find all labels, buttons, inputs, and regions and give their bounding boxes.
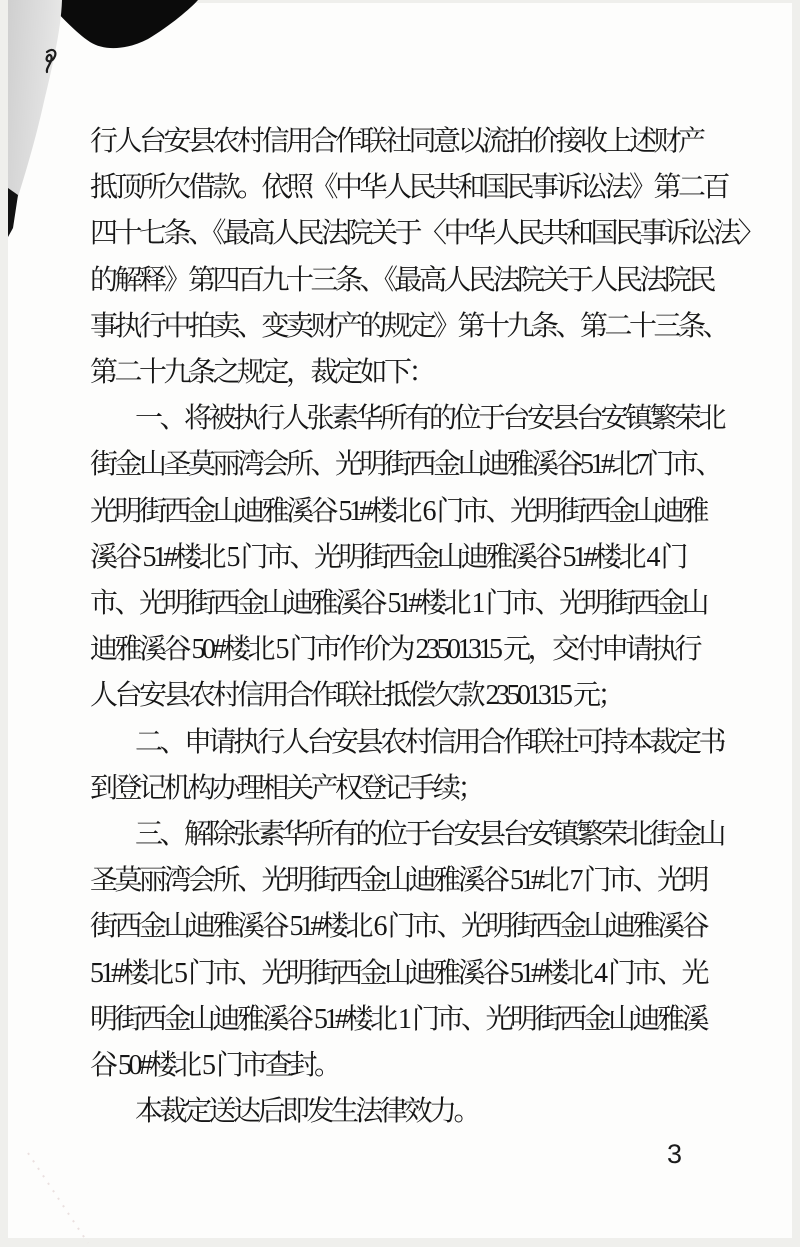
- document-line: 第二十九条之规定，裁定如下：: [90, 357, 434, 389]
- document-line: 圣莫丽湾会所、光明街西金山迪雅溪谷 51#北 7 门市、光明: [90, 865, 707, 897]
- document-line: 二、申请执行人台安县农村信用合作联社可持本裁定书: [135, 726, 724, 758]
- document-line: 街西金山迪雅溪谷 51#楼北 6 门市、光明街西金山迪雅溪谷: [90, 911, 707, 943]
- document-line: 行人台安县农村信用合作联社同意以流拍价接收上述财产: [90, 126, 703, 157]
- page-number: 3: [667, 1139, 683, 1169]
- document-line: 明街西金山迪雅溪谷 51#楼北 1 门市、光明街西金山迪雅溪: [90, 1003, 707, 1035]
- document-line: 抵顶所欠借款。依照《中华人民共和国民事诉讼法》第二百: [90, 172, 728, 204]
- document-line: 一、将被执行人张素华所有的位于台安县台安镇繁荣北: [135, 403, 724, 435]
- document-line: 51#楼北 5 门市、光明街西金山迪雅溪谷 51#楼北 4 门市、光: [90, 957, 707, 989]
- document-line: 的解释》第四百九十三条、《最高人民法院关于人民法院民: [90, 264, 714, 296]
- document-line: 谷 50#楼北 5 门市查封。: [90, 1050, 339, 1082]
- document-line: 街金山圣莫丽湾会所、光明街西金山迪雅溪谷51#北7门市、: [90, 449, 721, 481]
- document-line: 市、光明街西金山迪雅溪谷 51#楼北 1 门市、光明街西金山: [90, 588, 707, 620]
- document-line: 本裁定送达后即发生法律效力。: [135, 1096, 479, 1128]
- document-line: 事执行中拍卖、变卖财产的规定》第十九条、第二十三条、: [90, 310, 728, 342]
- document-line: 光明街西金山迪雅溪谷 51#楼北 6 门市、光明街西金山迪雅: [90, 495, 707, 527]
- document-line: 溪谷 51#楼北 5 门市、光明街西金山迪雅溪谷 51#楼北 4 门: [90, 541, 686, 573]
- document-line: 四十七条、《最高人民法院关于〈中华人民共和国民事诉讼法〉: [90, 218, 763, 250]
- document-body: [90, 119, 763, 1135]
- document-line: 三、解除张素华所有的位于台安县台安镇繁荣北街金山: [135, 819, 724, 851]
- document-line: 迪雅溪谷 50#楼北 5 门市作价为 23501315 元，交付申请执行: [90, 634, 700, 666]
- document-line: 人台安县农村信用合作联社抵偿欠款 23501315 元；: [90, 680, 623, 712]
- document-line: 到登记机构办理相关产权登记手续；: [90, 772, 483, 804]
- document-page: [8, 3, 792, 1238]
